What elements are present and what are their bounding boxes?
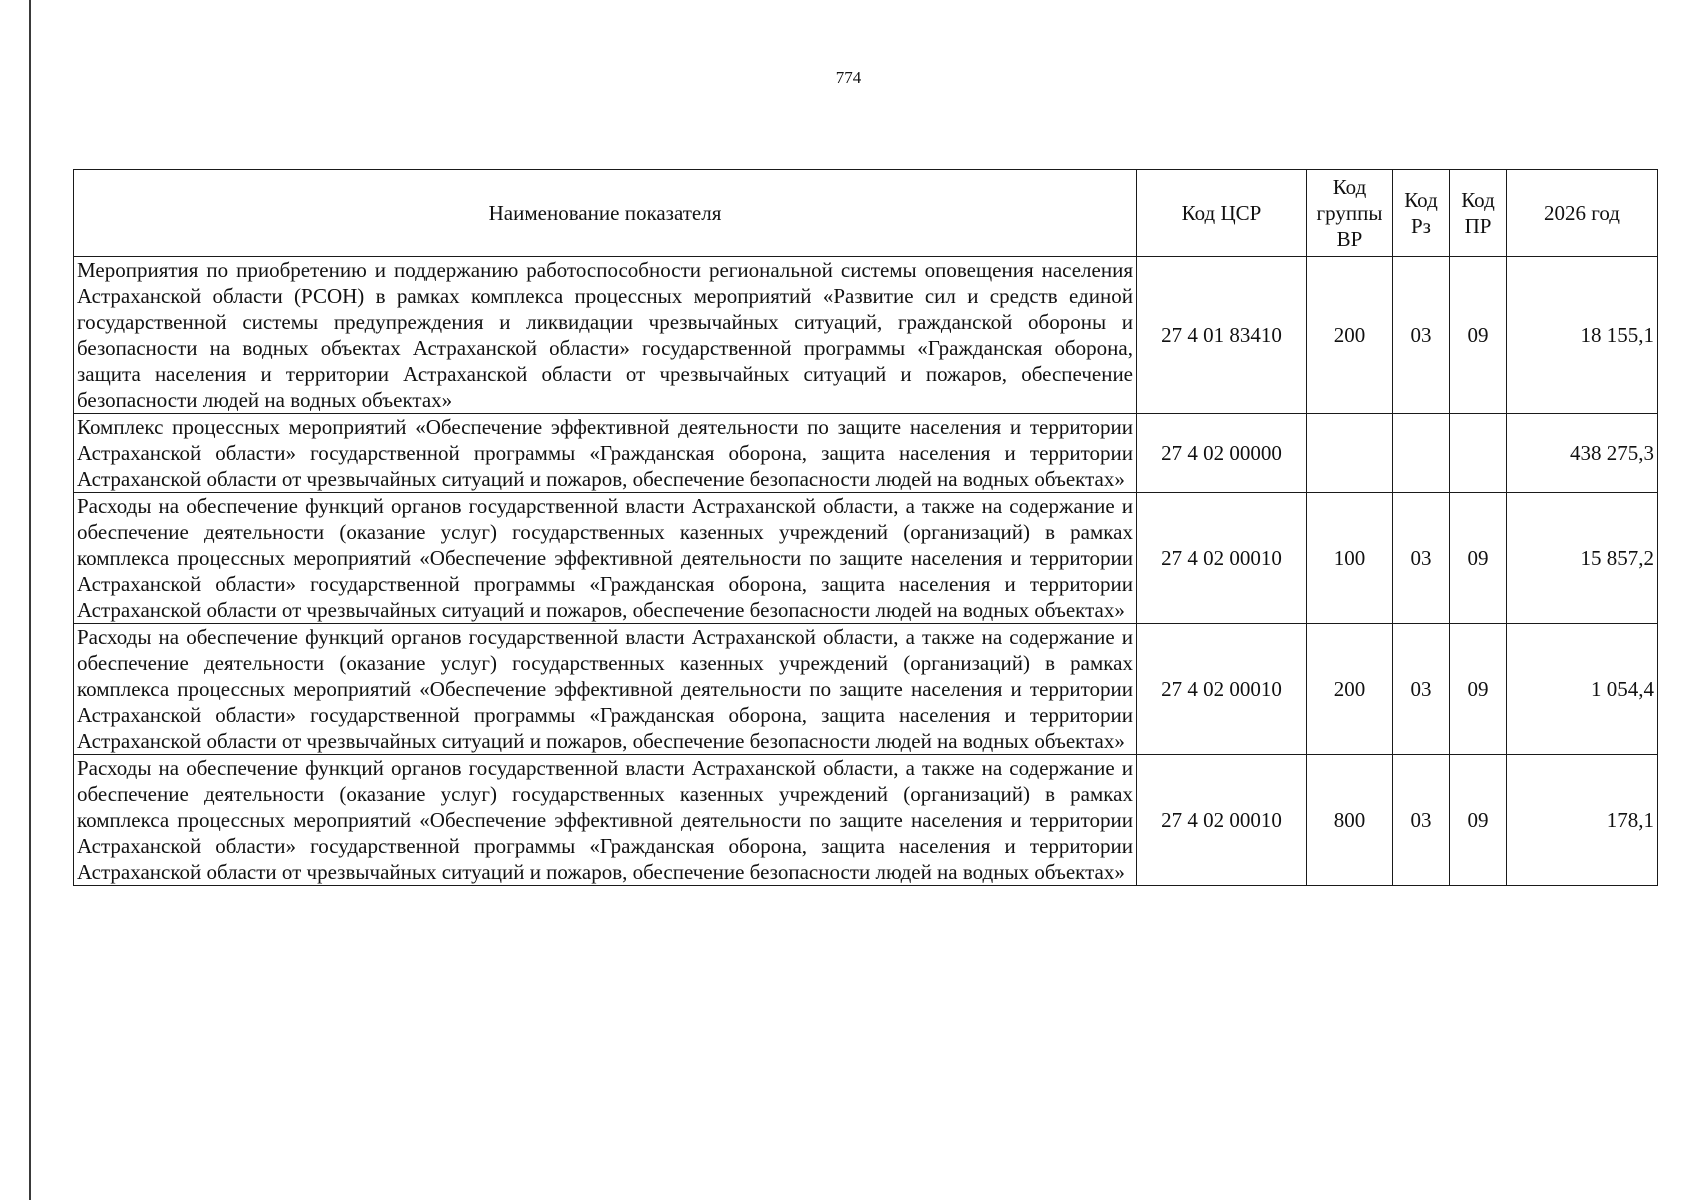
table-row [74, 414, 1658, 493]
row-name: Комплекс процессных мероприятий «Обеспечение эффективной деятельности по защите населения и территории Астраханской области» государственной программы «Гражданская оборона, защита населения и территории Астраханской области от чрезвычайных ситуаций и пожаров, обеспечение безопасности людей на водных объектах» [74, 414, 1137, 493]
binding-margin-line [29, 0, 31, 1200]
row-vr-code: 200 [1307, 624, 1393, 755]
row-name: Мероприятия по приобретению и поддержанию работоспособности региональной системы оповещения населения Астраханской области (РСОН) в рамках комплекса процессных мероприятий «Развитие сил и средств единой государственной системы предупреждения и ликвидации чрезвычайных ситуаций, гражданской обороны и безопасности на водных объектах Астраханской области» государственной программы «Гражданская оборона, защита населения и территории Астраханской области от чрезвычайных ситуаций и пожаров, обеспечение безопасности людей на водных объектах» [74, 257, 1137, 414]
row-rz-code: 03 [1393, 493, 1450, 624]
table-row [74, 755, 1658, 886]
row-vr-code: 800 [1307, 755, 1393, 886]
row-pr-code [1450, 414, 1507, 493]
row-vr-code [1307, 414, 1393, 493]
table-row [74, 624, 1658, 755]
row-vr-code: 100 [1307, 493, 1393, 624]
table-row [74, 493, 1658, 624]
row-amount: 178,1 [1507, 755, 1658, 886]
row-name: Расходы на обеспечение функций органов государственной власти Астраханской области, а также на содержание и обеспечение деятельности (оказание услуг) государственных казенных учреждений (организаций) в рамках комплекса процессных мероприятий «Обеспечение эффективной деятельности по защите населения и территории Астраханской области» государственной программы «Гражданская оборона, защита населения и территории Астраханской области от чрезвычайных ситуаций и пожаров, обеспечение безопасности людей на водных объектах» [74, 755, 1137, 886]
header-vr-code: Код группы ВР [1307, 170, 1393, 257]
row-amount: 1 054,4 [1507, 624, 1658, 755]
page-number: 774 [835, 68, 862, 87]
budget-table [73, 169, 1658, 886]
header-year: 2026 год [1507, 170, 1658, 257]
header-pr-code: Код ПР [1450, 170, 1507, 257]
header-name: Наименование показателя [74, 170, 1137, 257]
row-csr-code: 27 4 01 83410 [1137, 257, 1307, 414]
row-csr-code: 27 4 02 00010 [1137, 755, 1307, 886]
table-header-row [74, 170, 1658, 257]
table-row [74, 257, 1658, 414]
row-vr-code: 200 [1307, 257, 1393, 414]
row-csr-code: 27 4 02 00000 [1137, 414, 1307, 493]
row-rz-code: 03 [1393, 257, 1450, 414]
row-pr-code: 09 [1450, 624, 1507, 755]
row-pr-code: 09 [1450, 493, 1507, 624]
row-rz-code: 03 [1393, 755, 1450, 886]
row-pr-code: 09 [1450, 755, 1507, 886]
row-rz-code [1393, 414, 1450, 493]
row-amount: 18 155,1 [1507, 257, 1658, 414]
row-csr-code: 27 4 02 00010 [1137, 493, 1307, 624]
row-name: Расходы на обеспечение функций органов государственной власти Астраханской области, а также на содержание и обеспечение деятельности (оказание услуг) государственных казенных учреждений (организаций) в рамках комплекса процессных мероприятий «Обеспечение эффективной деятельности по защите населения и территории Астраханской области» государственной программы «Гражданская оборона, защита населения и территории Астраханской области от чрезвычайных ситуаций и пожаров, обеспечение безопасности людей на водных объектах» [74, 493, 1137, 624]
header-csr-code: Код ЦСР [1137, 170, 1307, 257]
row-name: Расходы на обеспечение функций органов государственной власти Астраханской области, а также на содержание и обеспечение деятельности (оказание услуг) государственных казенных учреждений (организаций) в рамках комплекса процессных мероприятий «Обеспечение эффективной деятельности по защите населения и территории Астраханской области» государственной программы «Гражданская оборона, защита населения и территории Астраханской области от чрезвычайных ситуаций и пожаров, обеспечение безопасности людей на водных объектах» [74, 624, 1137, 755]
row-rz-code: 03 [1393, 624, 1450, 755]
row-amount: 438 275,3 [1507, 414, 1658, 493]
row-csr-code: 27 4 02 00010 [1137, 624, 1307, 755]
row-amount: 15 857,2 [1507, 493, 1658, 624]
row-pr-code: 09 [1450, 257, 1507, 414]
header-rz-code: Код Рз [1393, 170, 1450, 257]
